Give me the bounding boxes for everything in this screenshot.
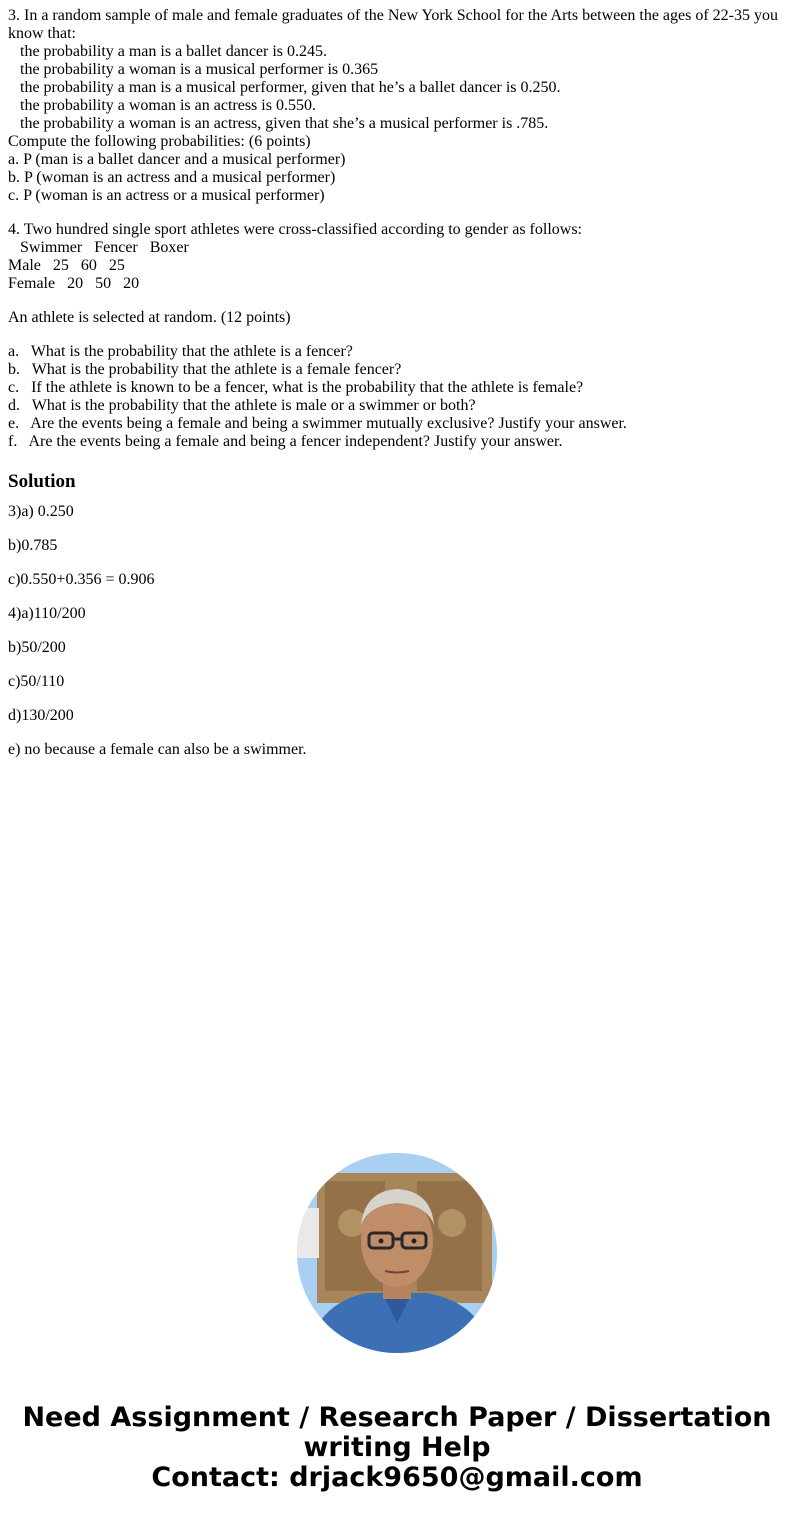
q4-part: b. What is the probability that the athlete is a female fencer? [8,361,402,378]
solution-answer: d)130/200 [8,707,74,724]
q4-table-header: Swimmer Fencer Boxer [20,239,189,256]
q3-fact: the probability a woman is a musical performer is 0.365 [20,61,379,78]
q3-compute-instruction: Compute the following probabilities: (6 points) [8,133,311,150]
solution-answer: 4)a)110/200 [8,605,86,622]
q4-part: c. If the athlete is known to be a fencer, what is the probability that the athlete is female? [8,379,584,396]
tutor-avatar-photo [297,1153,497,1353]
promo-footer [0,1403,794,1493]
solution-heading: Solution [8,471,76,492]
solution-answer: b)50/200 [8,639,66,656]
q4-intro: 4. Two hundred single sport athletes were cross-classified according to gender as follows: [8,221,582,238]
q3-fact: the probability a woman is an actress is 0.550. [20,97,316,114]
solution-answer: c)0.550+0.356 = 0.906 [8,571,155,588]
q4-part: a. What is the probability that the athlete is a fencer? [8,343,353,360]
footer-contact-email: Contact: drjack9650@gmail.com [151,1462,643,1493]
document-body [8,7,788,775]
solution-answer: e) no because a female can also be a swimmer. [8,741,307,758]
q4-table-row: Male 25 60 25 [8,257,125,274]
q3-fact: the probability a man is a ballet dancer is 0.245. [20,43,328,60]
q3-part: c. P (woman is an actress or a musical performer) [8,187,325,204]
q4-selected-statement: An athlete is selected at random. (12 points) [8,309,291,326]
solution-answer: 3)a) 0.250 [8,503,74,520]
q4-table-row: Female 20 50 20 [8,275,140,292]
q3-part: b. P (woman is an actress and a musical performer) [8,169,336,186]
q3-part: a. P (man is a ballet dancer and a musical performer) [8,151,346,168]
q4-part: f. Are the events being a female and being a fencer independent? Justify your answer. [8,433,563,450]
q4-part: d. What is the probability that the athlete is male or a swimmer or both? [8,397,476,414]
footer-line-writing-help: writing Help [303,1432,491,1463]
avatar-portrait-illustration [297,1153,497,1353]
solution-answer: c)50/110 [8,673,65,690]
q4-part: e. Are the events being a female and being a swimmer mutually exclusive? Justify your answer. [8,415,627,432]
footer-line-assignment-help: Need Assignment / Research Paper / Dissertation [22,1402,772,1433]
solution-answer: b)0.785 [8,537,58,554]
q3-intro: 3. In a random sample of male and female graduates of the New York School for the Arts between the ages of 22-35 you know that: [8,7,783,42]
q3-fact: the probability a woman is an actress, given that she’s a musical performer is .785. [20,115,549,132]
q3-fact: the probability a man is a musical performer, given that he’s a ballet dancer is 0.250. [20,79,561,96]
